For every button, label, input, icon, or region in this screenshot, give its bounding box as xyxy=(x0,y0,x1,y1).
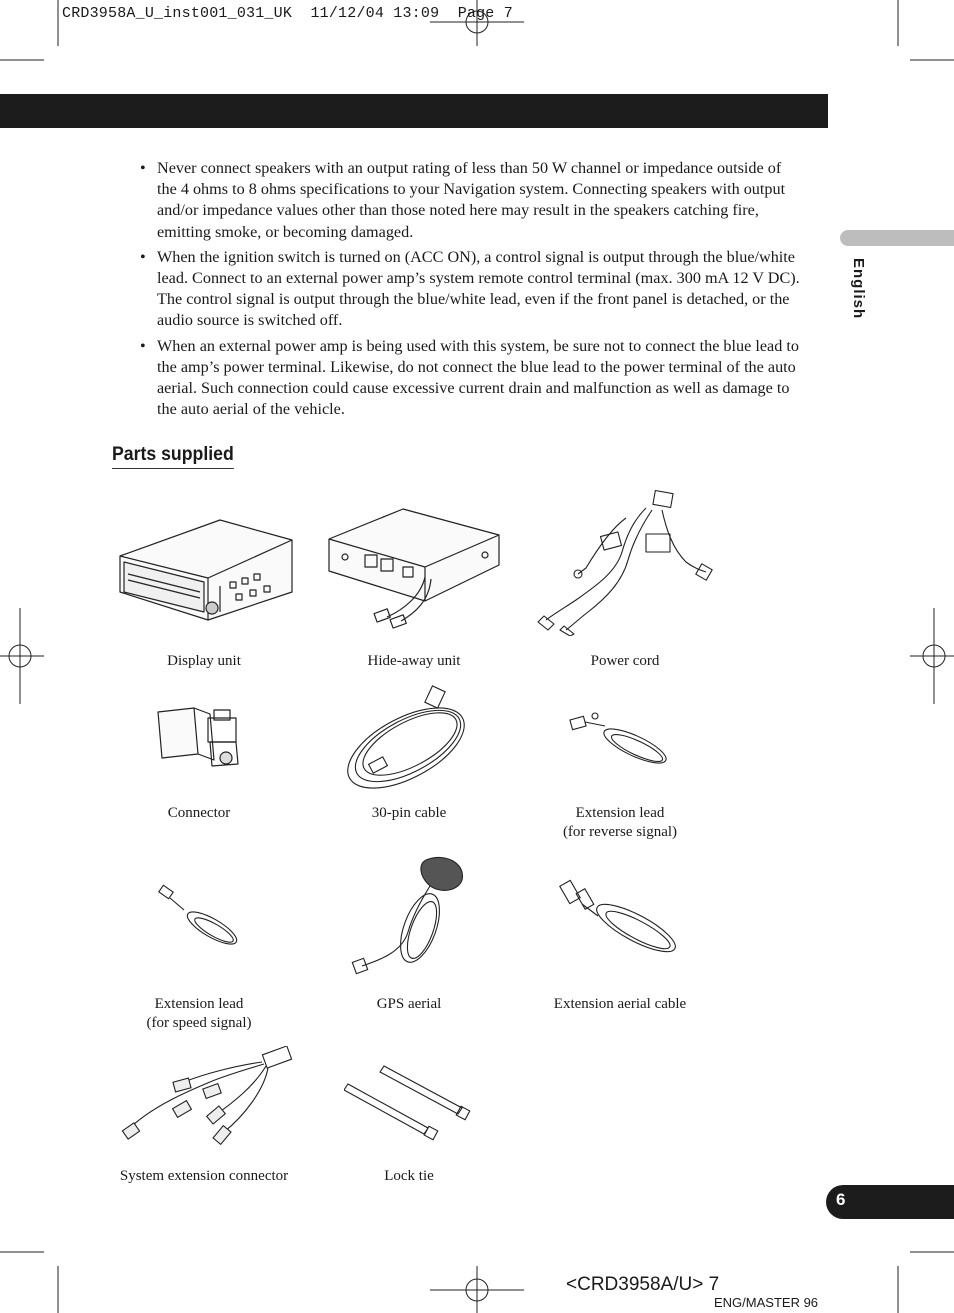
hide-away-unit-icon xyxy=(325,505,505,630)
page-number: 6 xyxy=(836,1190,846,1209)
gps-aerial-icon xyxy=(350,852,468,978)
header-bar xyxy=(0,94,828,128)
30-pin-cable-icon xyxy=(338,684,480,790)
part-caption: Display unit xyxy=(167,653,241,669)
section-title: Parts supplied xyxy=(112,444,234,469)
print-datetime: 11/12/04 13:09 xyxy=(310,5,440,22)
print-page: Page 7 xyxy=(457,5,513,22)
print-file: CRD3958A_U_inst001_031_UK xyxy=(62,5,293,22)
language-tab xyxy=(840,230,954,246)
part-caption: Hide-away unit xyxy=(367,653,461,669)
language-label: English xyxy=(850,258,867,320)
power-cord-icon xyxy=(536,488,718,636)
print-header xyxy=(62,5,513,22)
system-extension-connector-icon xyxy=(114,1046,296,1146)
part-caption: Power cord xyxy=(590,653,660,669)
part-caption-line: Extension lead xyxy=(575,805,665,821)
part-caption: System extension connector xyxy=(119,1168,289,1184)
note-item: • When the ignition switch is turned on (ACC ON), a control signal is output through the blue/white lead. Connect to an external power amp’s system remote control terminal (max. 300 mA 12 V DC). The control signal is output through the blue/white lead, even if the front panel is detached, or the audio source is switched off. xyxy=(140,247,800,332)
extension-lead-speed-icon xyxy=(158,884,240,950)
part-caption: 30-pin cable xyxy=(371,805,447,821)
part-caption xyxy=(147,995,252,1033)
part-caption-subline: (for speed signal) xyxy=(146,1015,252,1031)
note-item: • When an external power amp is being used with this system, be sure not to connect the blue lead to the amp’s power terminal. Likewise, do not connect the blue lead to the power terminal of the auto aerial. Such connection could cause excessive current drain and malfunction as well as damage to the auto aerial of the vehicle. xyxy=(140,336,800,421)
extension-lead-reverse-icon xyxy=(565,708,671,770)
part-caption: Extension aerial cable xyxy=(553,996,687,1012)
part-caption-line: Extension lead xyxy=(154,996,244,1012)
footer-code: <CRD3958A/U> 7 xyxy=(566,1274,720,1295)
note-item: • Never connect speakers with an output rating of less than 50 W channel or impedance outside of the 4 ohms to 8 ohms specifications to your Navigation system. Connecting speakers with output and/or impedance values other than those noted here may result in the speakers catching fire, emitting smoke, or becoming damaged. xyxy=(140,158,800,243)
display-unit-icon xyxy=(112,512,302,624)
part-caption xyxy=(563,804,677,842)
notes-list xyxy=(140,158,800,424)
footer-master: ENG/MASTER 96 xyxy=(714,1295,819,1310)
part-caption-subline: (for reverse signal) xyxy=(562,824,678,840)
part-caption: GPS aerial xyxy=(376,996,442,1012)
connector-icon xyxy=(154,706,246,774)
part-caption: Connector xyxy=(167,805,231,821)
part-caption: Lock tie xyxy=(384,1168,434,1184)
lock-tie-icon xyxy=(344,1062,472,1142)
extension-aerial-cable-icon xyxy=(558,876,682,958)
